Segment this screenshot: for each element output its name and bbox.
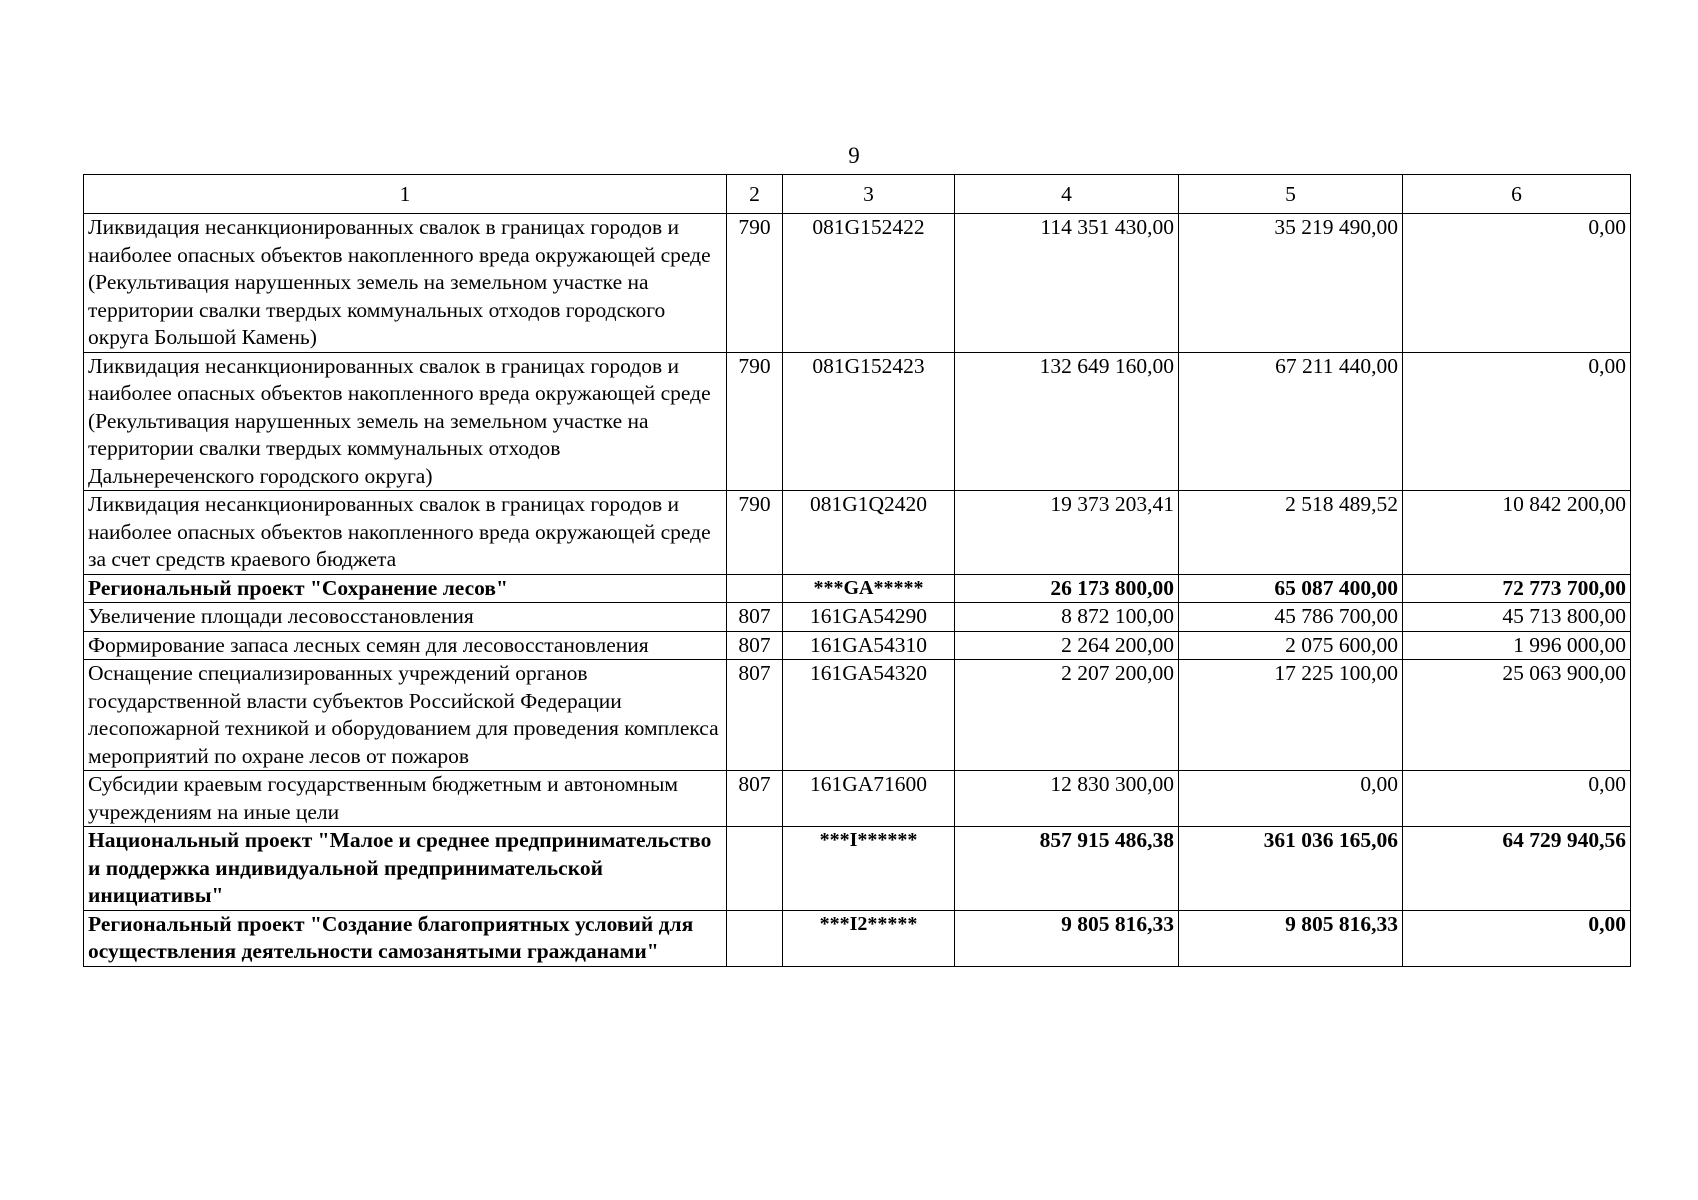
row-grbs-cell: 807 (727, 771, 783, 827)
row-name-cell: Формирование запаса лесных семян для лесовосстановления (84, 631, 727, 660)
row-value-5-cell: 361 036 165,06 (1179, 827, 1403, 911)
row-name-cell: Региональный проект "Сохранение лесов" (84, 574, 727, 603)
row-csr-cell: 161GA54310 (783, 631, 955, 660)
row-csr-cell: 161GA54320 (783, 660, 955, 771)
table-row (84, 491, 1631, 575)
row-value-4-cell: 114 351 430,00 (955, 214, 1179, 353)
table-row (84, 771, 1631, 827)
row-value-5-cell: 45 786 700,00 (1179, 603, 1403, 632)
row-name-cell: Оснащение специализированных учреждений органов государственной власти субъектов Российской Федерации лесопожарной техникой и оборудованием для проведения комплекса мероприятий по охране лесов от пожаров (84, 660, 727, 771)
header-col-5: 5 (1179, 175, 1403, 214)
row-value-6-cell: 0,00 (1403, 352, 1631, 491)
row-value-4-cell: 26 173 800,00 (955, 574, 1179, 603)
row-grbs-cell: 790 (727, 214, 783, 353)
row-grbs-cell (727, 574, 783, 603)
row-value-5-cell: 2 518 489,52 (1179, 491, 1403, 575)
row-csr-cell: ***GA***** (783, 574, 955, 603)
row-csr-cell: 081G152422 (783, 214, 955, 353)
row-value-4-cell: 19 373 203,41 (955, 491, 1179, 575)
row-name-cell: Субсидии краевым государственным бюджетным и автономным учреждениям на иные цели (84, 771, 727, 827)
row-name-cell: Увеличение площади лесовосстановления (84, 603, 727, 632)
row-value-6-cell: 25 063 900,00 (1403, 660, 1631, 771)
row-grbs-cell: 790 (727, 491, 783, 575)
row-value-5-cell: 9 805 816,33 (1179, 910, 1403, 966)
row-value-5-cell: 35 219 490,00 (1179, 214, 1403, 353)
row-grbs-cell: 807 (727, 603, 783, 632)
row-grbs-cell (727, 827, 783, 911)
row-value-5-cell: 0,00 (1179, 771, 1403, 827)
row-grbs-cell: 790 (727, 352, 783, 491)
table-row (84, 603, 1631, 632)
row-value-5-cell: 67 211 440,00 (1179, 352, 1403, 491)
row-value-4-cell: 2 264 200,00 (955, 631, 1179, 660)
table-row (84, 352, 1631, 491)
row-csr-cell: 081G1Q2420 (783, 491, 955, 575)
row-value-6-cell: 0,00 (1403, 214, 1631, 353)
row-name-cell: Ликвидация несанкционированных свалок в границах городов и наиболее опасных объектов накопленного вреда окружающей среде (Рекультивация нарушенных земель на земельном участке на территории свалки твердых коммунальных отходов Дальнереченского городского округа) (84, 352, 727, 491)
row-value-4-cell: 857 915 486,38 (955, 827, 1179, 911)
row-name-cell: Ликвидация несанкционированных свалок в границах городов и наиболее опасных объектов накопленного вреда окружающей среде за счет средств краевого бюджета (84, 491, 727, 575)
table-row-project (84, 910, 1631, 966)
row-csr-cell: 081G152423 (783, 352, 955, 491)
row-value-6-cell: 0,00 (1403, 910, 1631, 966)
row-name-cell: Ликвидация несанкционированных свалок в границах городов и наиболее опасных объектов накопленного вреда окружающей среде (Рекультивация нарушенных земель на земельном участке на территории свалки твердых коммунальных отходов городского округа Большой Камень) (84, 214, 727, 353)
budget-table (83, 174, 1631, 967)
row-value-4-cell: 9 805 816,33 (955, 910, 1179, 966)
table-row (84, 214, 1631, 353)
row-value-6-cell: 64 729 940,56 (1403, 827, 1631, 911)
header-col-1: 1 (84, 175, 727, 214)
row-csr-cell: ***I****** (783, 827, 955, 911)
table-row-project (84, 574, 1631, 603)
row-value-6-cell: 72 773 700,00 (1403, 574, 1631, 603)
row-value-6-cell: 10 842 200,00 (1403, 491, 1631, 575)
row-value-5-cell: 2 075 600,00 (1179, 631, 1403, 660)
row-value-4-cell: 132 649 160,00 (955, 352, 1179, 491)
header-col-4: 4 (955, 175, 1179, 214)
row-value-4-cell: 12 830 300,00 (955, 771, 1179, 827)
page-number: 9 (848, 143, 860, 168)
row-csr-cell: ***I2***** (783, 910, 955, 966)
row-value-4-cell: 2 207 200,00 (955, 660, 1179, 771)
header-col-2: 2 (727, 175, 783, 214)
row-name-cell: Региональный проект "Создание благоприятных условий для осуществления деятельности самозанятыми гражданами" (84, 910, 727, 966)
row-name-cell: Национальный проект "Малое и среднее предпринимательство и поддержка индивидуальной предпринимательской инициативы" (84, 827, 727, 911)
row-value-5-cell: 65 087 400,00 (1179, 574, 1403, 603)
row-grbs-cell: 807 (727, 631, 783, 660)
row-value-6-cell: 1 996 000,00 (1403, 631, 1631, 660)
table-header-row (84, 175, 1631, 214)
table-row (84, 660, 1631, 771)
header-col-3: 3 (783, 175, 955, 214)
row-grbs-cell: 807 (727, 660, 783, 771)
table-row-project (84, 827, 1631, 911)
row-csr-cell: 161GA54290 (783, 603, 955, 632)
row-grbs-cell (727, 910, 783, 966)
row-value-4-cell: 8 872 100,00 (955, 603, 1179, 632)
row-value-6-cell: 45 713 800,00 (1403, 603, 1631, 632)
header-col-6: 6 (1403, 175, 1631, 214)
row-csr-cell: 161GA71600 (783, 771, 955, 827)
row-value-5-cell: 17 225 100,00 (1179, 660, 1403, 771)
row-value-6-cell: 0,00 (1403, 771, 1631, 827)
table-row (84, 631, 1631, 660)
